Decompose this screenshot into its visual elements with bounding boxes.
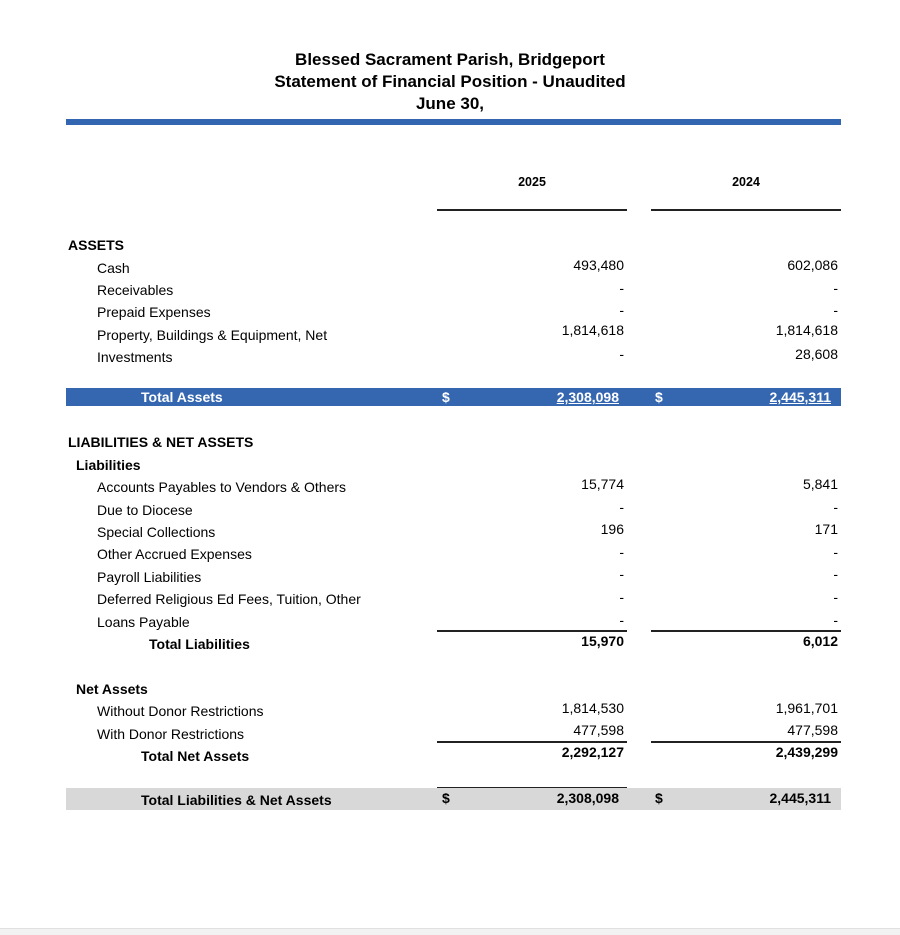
value-2025: 15,774 (581, 476, 624, 492)
value-2024: 171 (814, 521, 838, 537)
org-name: Blessed Sacrament Parish, Bridgeport (295, 50, 605, 69)
row-label: Accounts Payables to Vendors & Others (97, 479, 347, 495)
total-net-assets-2024: 2,439,299 (775, 744, 838, 760)
column-rule-2024 (651, 209, 841, 211)
value-2024: 1,814,618 (775, 322, 838, 338)
row-label: Prepaid Expenses (97, 304, 211, 320)
column-header-2024: 2024 (732, 175, 760, 189)
total-assets-row (66, 388, 841, 406)
value-2024: - (833, 612, 838, 628)
total-assets-2024: 2,445,311 (769, 389, 831, 405)
row-label: Other Accrued Expenses (97, 546, 252, 562)
value-2025: 196 (600, 521, 624, 537)
value-2024: 1,961,701 (775, 700, 838, 716)
total-net-assets-label: Total Net Assets (141, 748, 250, 764)
value-2025: - (619, 499, 624, 515)
value-2025: 477,598 (573, 722, 624, 738)
date-line: June 30, (415, 94, 485, 113)
grand-total-2025: 2,308,098 (556, 790, 619, 806)
row-label: Payroll Liabilities (97, 569, 202, 585)
grand-total-2024: 2,445,311 (769, 790, 831, 806)
value-2024: - (833, 280, 838, 296)
value-2024: - (833, 566, 838, 582)
value-2024: - (833, 544, 838, 560)
total-assets-2025: 2,308,098 (556, 389, 619, 405)
total-assets-label: Total Assets (141, 389, 223, 405)
row-label: With Donor Restrictions (97, 726, 245, 742)
row-label: Special Collections (97, 524, 216, 540)
total-net-assets-2025: 2,292,127 (561, 744, 624, 760)
value-2025: - (619, 612, 624, 628)
currency-symbol-2025: $ (442, 389, 450, 405)
value-2025: 1,814,618 (561, 322, 624, 338)
total-liabilities-2024: 6,012 (802, 633, 838, 649)
value-2025: 493,480 (573, 257, 624, 273)
liabilities-heading: Liabilities (76, 457, 141, 473)
value-2025: - (619, 589, 624, 605)
value-2024: 5,841 (802, 476, 838, 492)
currency-symbol-2024: $ (655, 790, 663, 806)
row-label: Due to Diocese (97, 502, 193, 518)
liabilities-net-assets-heading: LIABILITIES & NET ASSETS (68, 434, 254, 450)
value-2024: - (833, 589, 838, 605)
value-2025: 1,814,530 (561, 700, 624, 716)
title-divider (66, 119, 841, 125)
currency-symbol-2025: $ (442, 790, 450, 806)
value-2025: - (619, 280, 624, 296)
row-label: Without Donor Restrictions (97, 703, 264, 719)
total-liabilities-net-assets-row (66, 788, 841, 810)
grand-total-label: Total Liabilities & Net Assets (141, 792, 332, 808)
value-2024: - (833, 302, 838, 318)
net-assets-heading: Net Assets (76, 681, 148, 697)
row-label: Property, Buildings & Equipment, Net (97, 327, 328, 343)
value-2025: - (619, 346, 624, 362)
row-label: Loans Payable (97, 614, 190, 630)
value-2024: - (833, 499, 838, 515)
row-label: Cash (97, 260, 130, 276)
currency-symbol-2024: $ (655, 389, 663, 405)
total-liabilities-2025: 15,970 (581, 633, 624, 649)
column-rule-2025 (437, 209, 627, 211)
assets-heading: ASSETS (68, 237, 125, 253)
value-2024: 28,608 (795, 346, 838, 362)
total-liabilities-label: Total Liabilities (149, 636, 250, 652)
value-2025: - (619, 544, 624, 560)
row-label: Deferred Religious Ed Fees, Tuition, Other (97, 591, 361, 607)
column-header-2025: 2025 (518, 175, 546, 189)
row-label: Receivables (97, 282, 174, 298)
row-label: Investments (97, 349, 173, 365)
value-2025: - (619, 566, 624, 582)
value-2024: 602,086 (787, 257, 838, 273)
value-2025: - (619, 302, 624, 318)
value-2024: 477,598 (787, 722, 838, 738)
statement-title: Statement of Financial Position - Unaudited (274, 72, 626, 91)
